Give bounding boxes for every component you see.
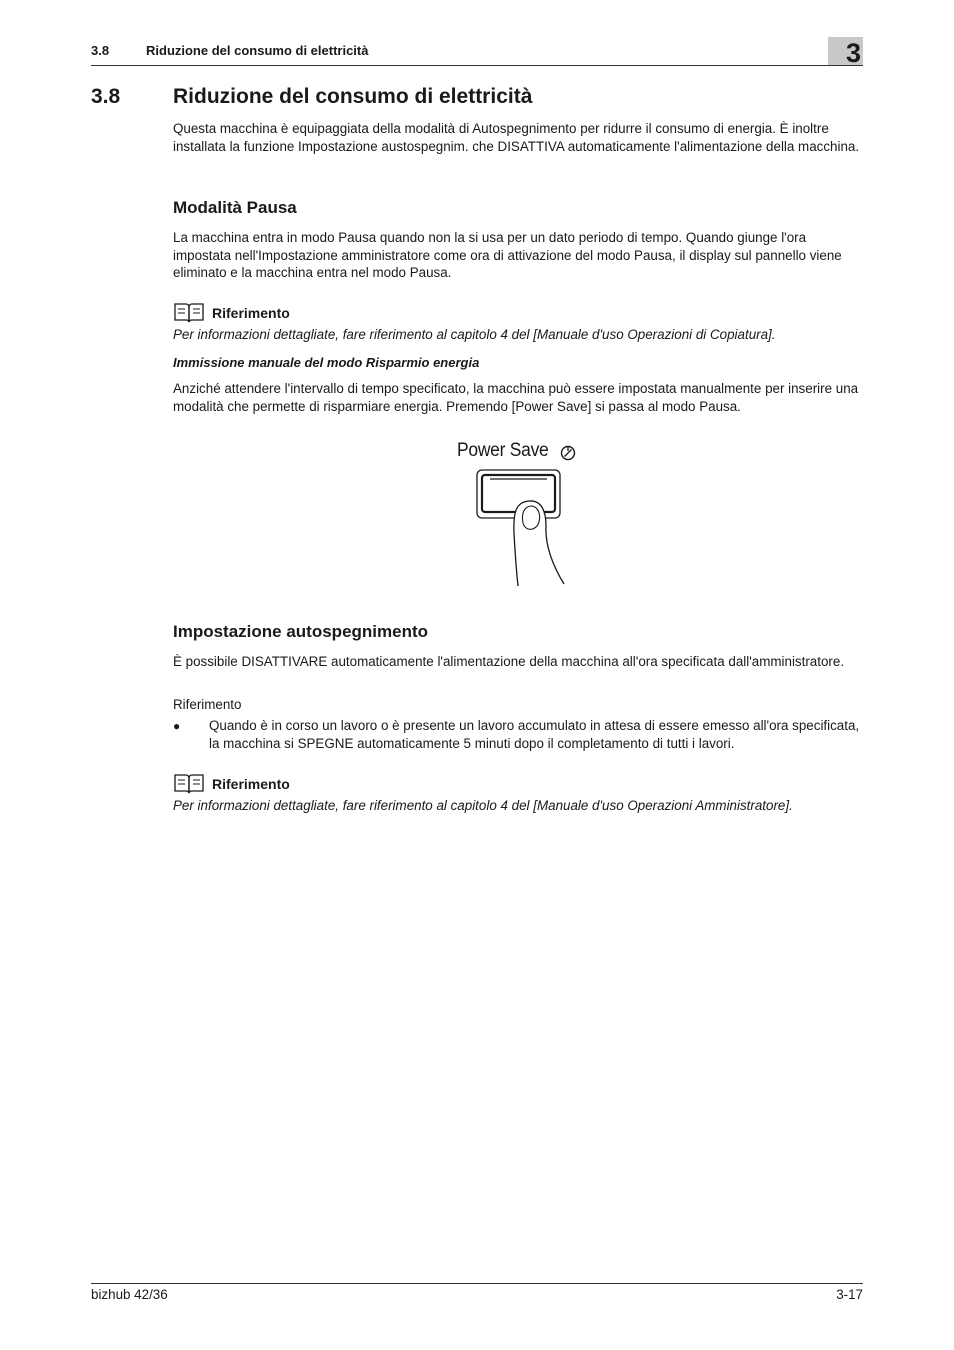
chapter-badge: 3 — [828, 37, 863, 65]
pausa-reference-header — [173, 302, 290, 324]
header-section-title: Riduzione del consumo di elettricità — [146, 43, 369, 58]
book-icon — [173, 302, 205, 324]
auto-reference-header — [173, 773, 290, 795]
power-save-illustration — [452, 438, 592, 590]
auto-reference-text: Per informazioni dettagliate, fare riferimento al capitolo 4 del [Manuale d'uso Operazioni Amministratore]. — [173, 798, 793, 813]
manual-powersave-subheading: Immissione manuale del modo Risparmio energia — [173, 355, 480, 370]
footer-page-number: 3-17 — [836, 1287, 863, 1302]
power-icon — [562, 446, 575, 460]
footer-product: bizhub 42/36 — [91, 1287, 168, 1302]
pausa-reference-text: Per informazioni dettagliate, fare riferimento al capitolo 4 del [Manuale d'uso Operazioni di Copiatura]. — [173, 327, 776, 342]
bullet-marker: ● — [173, 719, 181, 733]
section-title: Riduzione del consumo di elettricità — [173, 85, 533, 108]
power-save-button-drawing — [452, 438, 592, 590]
footer-rule — [91, 1283, 863, 1284]
manual-powersave-text: Anziché attendere l'intervallo di tempo specificato, la macchina può essere impostata manualmente per inserire una modalità che permette di risparmiare energia. Premendo [Power Save] si passa al modo Pausa. — [173, 381, 859, 414]
pausa-reference-label: Riferimento — [212, 305, 290, 321]
book-icon — [173, 773, 205, 795]
pausa-heading: Modalità Pausa — [173, 198, 297, 217]
auto-heading: Impostazione autospegnimento — [173, 622, 429, 641]
header-section-number: 3.8 — [91, 43, 110, 58]
auto-reference-label: Riferimento — [212, 776, 290, 792]
auto-reference-plain: Riferimento — [173, 697, 242, 712]
pausa-text: La macchina entra in modo Pausa quando non la si usa per un dato periodo di tempo. Quando giunge l'ora impostata nell'Impostazione amministratore come ora di attivazione del modo Pausa, il display sul pannello viene eliminato e la macchina entra nel modo Pausa. — [173, 230, 842, 280]
power-save-label: Power Save — [457, 440, 549, 461]
header-rule — [91, 65, 863, 66]
auto-text: È possibile DISATTIVARE automaticamente l'alimentazione della macchina all'ora specificata dall'amministratore. — [173, 654, 845, 669]
section-intro: Questa macchina è equipaggiata della modalità di Autospegnimento per ridurre il consumo di energia. È inoltre installata la funzione Impostazione austospegnim. che DISATTIVA automaticamente l'alimentazione della macchina. — [173, 121, 860, 154]
section-number: 3.8 — [91, 85, 121, 108]
auto-bullet-text: Quando è in corso un lavoro o è presente un lavoro accumulato in attesa di essere emesso all'ora specificata, la macchina si SPEGNE automaticamente 5 minuti dopo il completamento di tutti i lavori. — [209, 718, 860, 751]
